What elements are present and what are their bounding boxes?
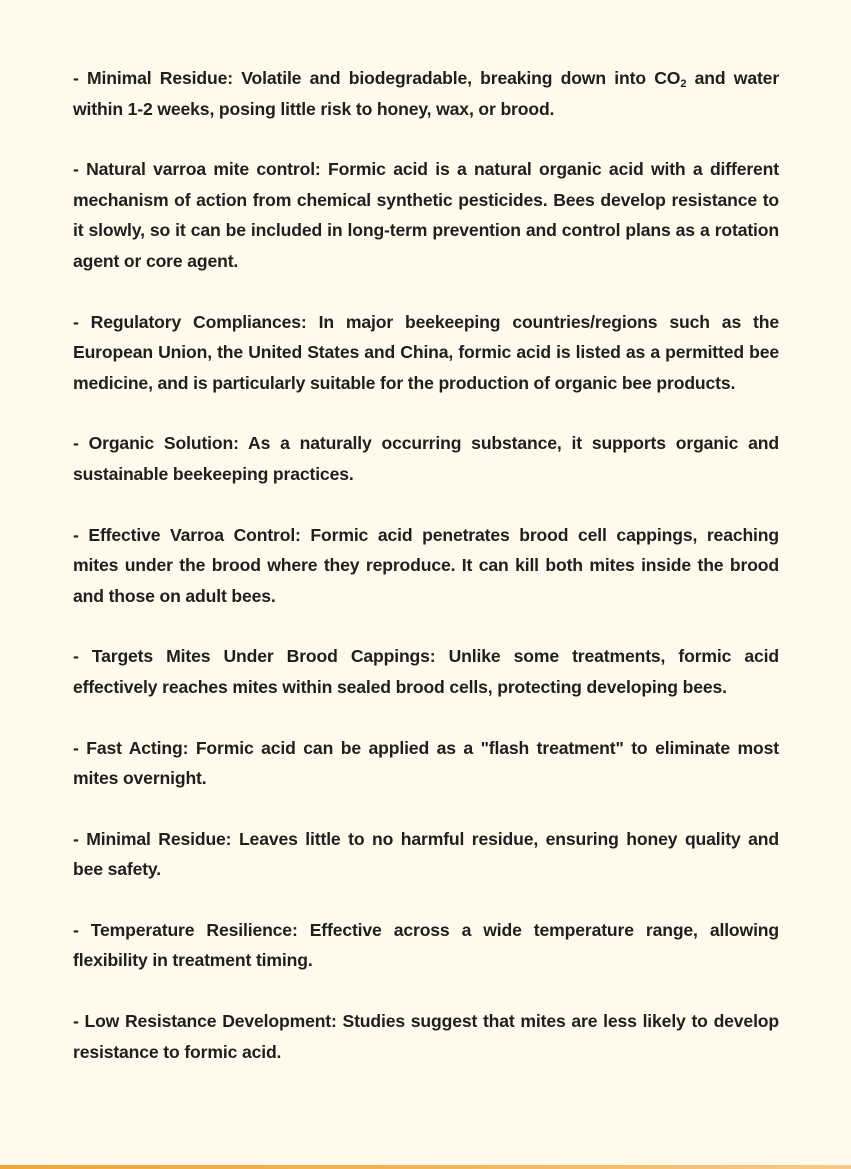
bottom-accent-bar (0, 1165, 851, 1169)
paragraph-minimal-residue-volatile (73, 63, 779, 124)
paragraph-fast-acting: - Fast Acting: Formic acid can be applied as a "flash treatment" to eliminate most mites overnight. (73, 737, 779, 789)
paragraph-low-resistance: - Low Resistance Development: Studies suggest that mites are less likely to develop resistance to formic acid. (73, 1011, 779, 1062)
paragraph-regulatory-compliances: - Regulatory Compliances: In major beekeeping countries/regions such as the European Union, the United States and China, formic acid is listed as a permitted bee medicine, and is particularly suitable for the production of organic bee products. (73, 311, 779, 393)
paragraph-minimal-residue-harmless: - Minimal Residue: Leaves little to no harmful residue, ensuring honey quality and bee safety. (73, 828, 779, 880)
subscript-two: 2 (680, 78, 687, 90)
paragraph-temperature-resilience: - Temperature Resilience: Effective across a wide temperature range, allowing flexibility in treatment timing. (73, 919, 779, 971)
paragraph-organic-solution: - Organic Solution: As a naturally occurring substance, it supports organic and sustainable beekeeping practices. (73, 433, 779, 484)
paragraph-natural-varroa-control: - Natural varroa mite control: Formic acid is a natural organic acid with a different mechanism of action from chemical synthetic pesticides. Bees develop resistance to it slowly, so it can be included in long-term prevention and control plans as a rotation agent or core agent. (73, 159, 779, 271)
paragraph-text-post: and water within 1-2 weeks, posing little risk to honey, wax, or brood. (73, 68, 780, 119)
benefits-text-block (73, 63, 779, 1097)
paragraph-text-pre: - Minimal Residue: Volatile and biodegradable, breaking down into CO (73, 68, 681, 88)
paragraph-targets-mites-under-cappings: - Targets Mites Under Brood Cappings: Unlike some treatments, formic acid effectively reaches mites within sealed brood cells, protecting developing bees. (73, 646, 779, 697)
paragraph-effective-varroa-control: - Effective Varroa Control: Formic acid penetrates brood cell cappings, reaching mites under the brood where they reproduce. It can kill both mites inside the brood and those on adult bees. (73, 524, 779, 606)
